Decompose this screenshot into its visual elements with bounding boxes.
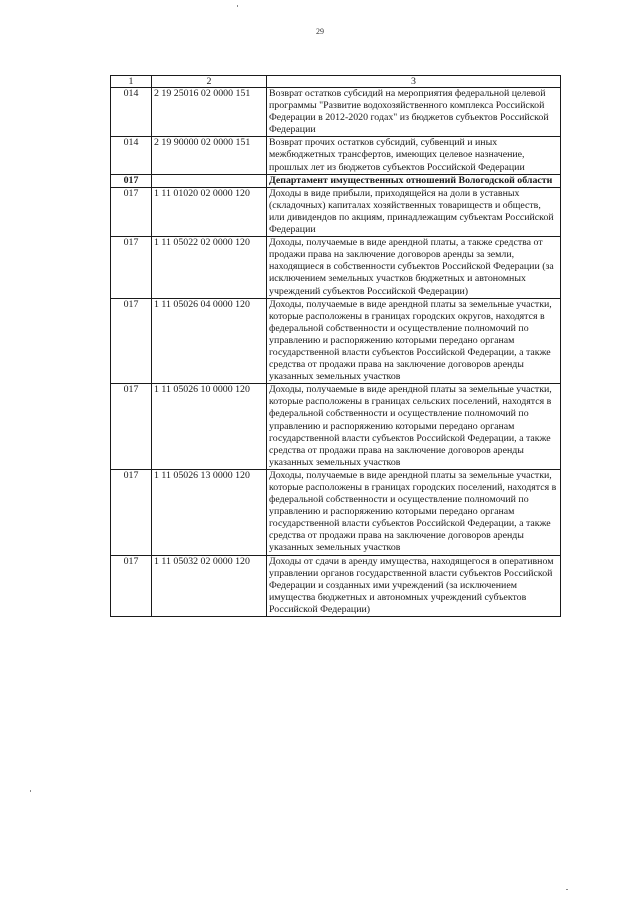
header-col-3: 3	[267, 76, 561, 88]
table-row	[111, 88, 561, 137]
revenue-codes-table	[110, 75, 561, 617]
revenue-name-cell: Доходы, получаемые в виде арендной платы за земельные участки, которые расположены в границах городских округов, находятся в федеральной собственности и осуществление полномочий по управлению и распоряжению которыми передано органам государственной власти субъектов Российской Федерации, а также средства от продажи права на заключение договоров аренды указанных земельных участков	[267, 298, 561, 384]
table-row	[111, 298, 561, 384]
budget-code-cell: 1 11 05022 02 0000 120	[152, 237, 267, 298]
page-number: 29	[316, 27, 324, 36]
admin-code-cell: 017	[111, 298, 152, 384]
admin-code-cell: 017	[111, 469, 152, 555]
revenue-name-cell: Доходы в виде прибыли, приходящейся на доли в уставных (складочных) капиталах хозяйственных товариществ и обществ, или дивидендов по акциям, принадлежащим субъектам Российской Федерации	[267, 187, 561, 236]
budget-code-cell	[152, 174, 267, 187]
admin-code-cell: 014	[111, 88, 152, 137]
table-row	[111, 237, 561, 298]
scan-speck	[566, 889, 568, 890]
table-row	[111, 137, 561, 174]
table-body	[111, 88, 561, 617]
table-row	[111, 384, 561, 470]
admin-code-cell: 014	[111, 137, 152, 174]
revenue-name-cell: Доходы от сдачи в аренду имущества, находящегося в оперативном управлении органов государственной власти субъектов Российской Федерации и созданных ими учреждений (за исключением имущества бюджетных и автономных учреждений субъектов Российской Федерации)	[267, 555, 561, 616]
table-row	[111, 187, 561, 236]
department-name-cell: Департамент имущественных отношений Вологодской области	[267, 174, 561, 187]
scan-speck	[237, 5, 238, 7]
table-row	[111, 555, 561, 616]
revenue-name-cell: Доходы, получаемые в виде арендной платы, а также средства от продажи права на заключение договоров аренды за земли, находящиеся в собственности субъектов Российской Федерации (за исключением земельных участков бюджетных и автономных учреждений субъектов Российской Федерации)	[267, 237, 561, 298]
admin-code-cell: 017	[111, 174, 152, 187]
budget-code-cell: 2 19 25016 02 0000 151	[152, 88, 267, 137]
header-col-2: 2	[152, 76, 267, 88]
budget-code-cell: 1 11 05026 13 0000 120	[152, 469, 267, 555]
revenue-name-cell: Доходы, получаемые в виде арендной платы за земельные участки, которые расположены в границах сельских поселений, находятся в федеральной собственности и осуществление полномочий по управлению и распоряжению которыми передано органам государственной власти субъектов Российской Федерации, а также средства от продажи права на заключение договоров аренды указанных земельных участков	[267, 384, 561, 470]
budget-code-cell: 1 11 05032 02 0000 120	[152, 555, 267, 616]
admin-code-cell: 017	[111, 384, 152, 470]
revenue-name-cell: Возврат остатков субсидий на мероприятия федеральной целевой программы "Развитие водохозяйственного комплекса Российской Федерации в 2012-2020 годах" из бюджетов субъектов Российской Федерации	[267, 88, 561, 137]
revenue-name-cell: Доходы, получаемые в виде арендной платы за земельные участки, которые расположены в границах городских поселений, находятся в федеральной собственности и осуществление полномочий по управлению и распоряжению которыми передано органам государственной власти субъектов Российской Федерации, а также средства от продажи права на заключение договоров аренды указанных земельных участков	[267, 469, 561, 555]
budget-code-cell: 1 11 05026 10 0000 120	[152, 384, 267, 470]
admin-code-cell: 017	[111, 237, 152, 298]
revenue-name-cell: Возврат прочих остатков субсидий, субвенций и иных межбюджетных трансфертов, имеющих целевое назначение, прошлых лет из бюджетов субъектов Российской Федерации	[267, 137, 561, 174]
department-row	[111, 174, 561, 187]
table-header-row	[111, 76, 561, 88]
admin-code-cell: 017	[111, 187, 152, 236]
table-row	[111, 469, 561, 555]
budget-code-cell: 2 19 90000 02 0000 151	[152, 137, 267, 174]
budget-code-cell: 1 11 05026 04 0000 120	[152, 298, 267, 384]
header-col-1: 1	[111, 76, 152, 88]
admin-code-cell: 017	[111, 555, 152, 616]
budget-code-cell: 1 11 01020 02 0000 120	[152, 187, 267, 236]
scan-speck	[30, 790, 31, 792]
